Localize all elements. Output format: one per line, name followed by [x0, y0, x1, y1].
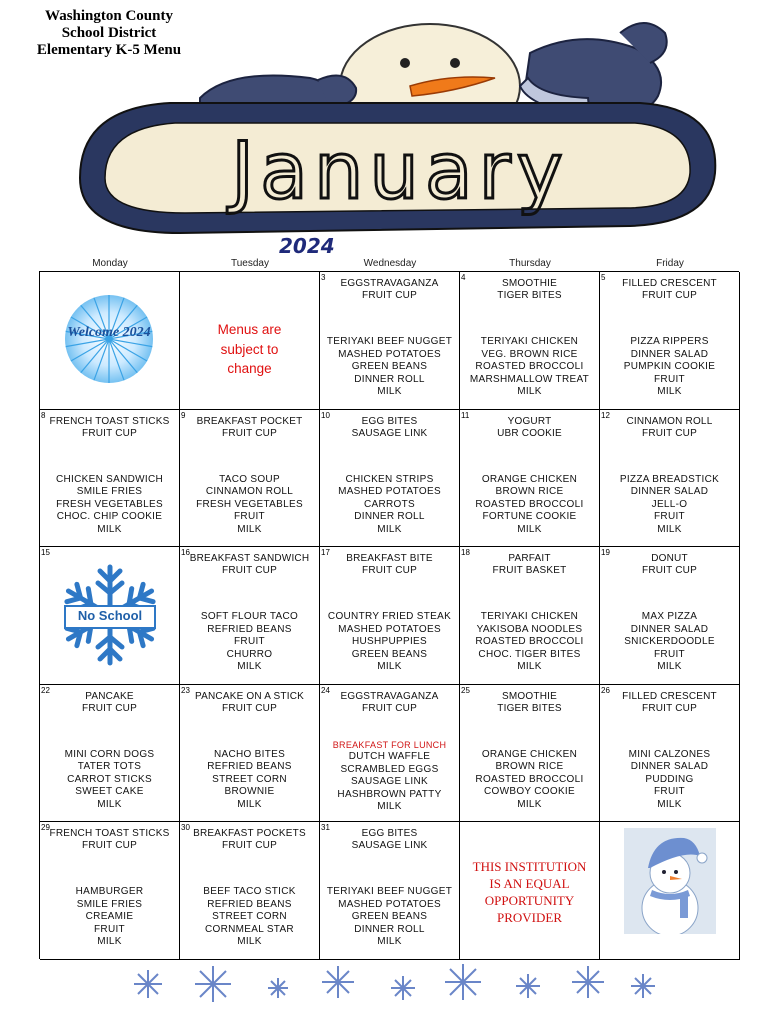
no-school-badge [58, 563, 162, 667]
lunch-item: REFRIED BEANS [207, 761, 292, 773]
breakfast-menu [600, 691, 739, 715]
lunch-item: CHICKEN SANDWICH [55, 473, 164, 485]
breakfast-item: FRUIT CUP [222, 702, 277, 714]
breakfast-item: FRUIT CUP [362, 565, 417, 577]
breakfast-menu [460, 278, 599, 302]
breakfast-item: FRUIT CUP [362, 290, 417, 301]
lunch-item: VEG. BROWN RICE [481, 348, 578, 360]
calendar-day-cell [40, 547, 180, 685]
breakfast-item: SMOOTHIE [502, 278, 557, 289]
breakfast-menu [320, 828, 459, 852]
lunch-item: MASHED POTATOES [338, 898, 441, 910]
lunch-item: FRUIT [234, 511, 265, 523]
calendar-day-cell [320, 272, 460, 410]
breakfast-item: FRUIT BASKET [492, 565, 567, 577]
lunch-item: TERIYAKI CHICKEN [480, 336, 579, 347]
lunch-item: BROWN RICE [495, 761, 564, 773]
lunch-item: ORANGE CHICKEN [481, 473, 578, 485]
lunch-item: MILK [657, 523, 682, 535]
lunch-menu [460, 474, 599, 537]
lunch-item: DINNER SALAD [630, 623, 709, 635]
day-number: 24 [321, 685, 330, 695]
lunch-menu [40, 474, 179, 537]
year-label: 2024 [279, 234, 335, 258]
lunch-menu [320, 336, 459, 399]
statement-line: OPPORTUNITY [484, 893, 575, 909]
lunch-item: REFRIED BEANS [207, 623, 292, 635]
notice-line: subject to [220, 341, 279, 357]
day-number: 17 [321, 548, 330, 558]
breakfast-item: EGGSTRAVAGANZA [340, 690, 439, 702]
day-number: 29 [41, 823, 50, 833]
lunch-item: MAX PIZZA [641, 611, 698, 623]
breakfast-item: FRUIT CUP [82, 840, 137, 852]
lunch-item: CINNAMON ROLL [205, 486, 294, 498]
breakfast-item: YOGURT [507, 415, 552, 427]
lunch-item: MILK [517, 661, 542, 673]
district-line-3: Elementary K-5 Menu [36, 42, 182, 58]
breakfast-menu [320, 278, 459, 302]
lunch-item: CARROT STICKS [67, 773, 152, 785]
breakfast-item: EGG BITES [361, 415, 418, 427]
lunch-item: PUDDING [645, 773, 694, 785]
lunch-item: MASHED POTATOES [338, 623, 441, 635]
lunch-item: FRESH VEGETABLES [196, 498, 303, 510]
calendar-day-cell [460, 272, 600, 410]
breakfast-item: EGGSTRAVAGANZA [340, 278, 439, 289]
statement-line: IS AN EQUAL [489, 876, 570, 892]
lunch-item: TERIYAKI BEEF NUGGET [326, 886, 453, 898]
day-number: 19 [601, 548, 610, 558]
lunch-item: FRUIT [654, 648, 685, 660]
lunch-item: MILK [657, 386, 682, 397]
lunch-item: COWBOY COOKIE [484, 786, 575, 798]
lunch-item: MASHED POTATOES [338, 348, 441, 360]
weekday-header [40, 258, 740, 269]
calendar-day-cell [320, 410, 460, 548]
breakfast-menu [40, 416, 179, 440]
lunch-menu [320, 611, 459, 674]
breakfast-menu [180, 416, 319, 440]
lunch-item: DINNER ROLL [354, 373, 425, 385]
lunch-item: MILK [237, 523, 262, 535]
breakfast-menu [320, 691, 459, 715]
calendar-day-cell [180, 547, 320, 685]
lunch-item: BROWN RICE [495, 486, 564, 498]
breakfast-item: BREAKFAST POCKETS [193, 828, 306, 840]
day-number: 23 [181, 685, 190, 695]
breakfast-menu [320, 553, 459, 577]
breakfast-item: TIGER BITES [497, 702, 562, 714]
lunch-menu [460, 749, 599, 812]
day-number: 18 [461, 548, 470, 558]
lunch-item: MASHED POTATOES [338, 486, 441, 498]
lunch-item: MINI CALZONES [628, 748, 711, 760]
lunch-item: PIZZA RIPPERS [630, 336, 709, 347]
lunch-item: SOFT FLOUR TACO [200, 611, 299, 623]
breakfast-item: FRUIT CUP [82, 427, 137, 439]
breakfast-item: SAUSAGE LINK [351, 840, 428, 852]
lunch-item: SNICKERDOODLE [624, 636, 715, 648]
calendar-day-cell [320, 685, 460, 823]
lunch-item: ORANGE CHICKEN [481, 748, 578, 760]
weekday-wednesday: Wednesday [363, 258, 417, 269]
welcome-badge [54, 292, 164, 387]
lunch-menu [600, 474, 739, 537]
day-number: 12 [601, 410, 610, 420]
breakfast-item: FRUIT CUP [82, 702, 137, 714]
breakfast-item: FRENCH TOAST STICKS [49, 415, 170, 427]
lunch-item: BROWNIE [224, 786, 275, 798]
breakfast-item: FILLED CRESCENT [622, 278, 717, 289]
day-number: 10 [321, 410, 330, 420]
lunch-item: TERIYAKI BEEF NUGGET [326, 336, 453, 347]
no-school-text: No School [64, 605, 156, 629]
lunch-item: MILK [377, 661, 402, 673]
lunch-item: MILK [237, 798, 262, 810]
breakfast-item: TIGER BITES [497, 290, 562, 301]
calendar-day-cell [460, 685, 600, 823]
lunch-menu [320, 739, 459, 814]
lunch-menu [180, 749, 319, 812]
lunch-item: DINNER ROLL [354, 511, 425, 523]
lunch-item: ROASTED BROCCOLI [475, 636, 584, 648]
lunch-item: TATER TOTS [77, 761, 142, 773]
lunch-item: BEEF TACO STICK [203, 886, 296, 898]
lunch-item: MILK [657, 661, 682, 673]
calendar-day-cell [40, 685, 180, 823]
breakfast-item: EGG BITES [361, 828, 418, 840]
lunch-item: DINNER ROLL [354, 923, 425, 935]
lunch-item: CARROTS [364, 498, 415, 510]
breakfast-item: FRUIT CUP [222, 565, 277, 577]
day-number: 4 [461, 273, 466, 282]
lunch-item: MILK [377, 801, 402, 813]
breakfast-item: FRUIT CUP [642, 565, 697, 577]
lunch-item: PUMPKIN COOKIE [623, 361, 716, 372]
day-number: 11 [461, 410, 470, 420]
lunch-item: SMILE FRIES [76, 486, 143, 498]
lunch-menu [600, 336, 739, 399]
lunch-item: TERIYAKI CHICKEN [480, 611, 579, 623]
breakfast-item: SMOOTHIE [502, 690, 557, 702]
breakfast-item: FRUIT CUP [222, 840, 277, 852]
breakfast-menu [320, 416, 459, 440]
lunch-item: SCRAMBLED EGGS [340, 763, 439, 775]
notice-line: Menus are [217, 322, 282, 337]
lunch-menu [320, 886, 459, 949]
weekday-monday: Monday [92, 258, 128, 269]
breakfast-menu [600, 416, 739, 440]
breakfast-menu [40, 828, 179, 852]
breakfast-item: FRENCH TOAST STICKS [49, 828, 170, 840]
weekday-thursday: Thursday [509, 258, 551, 269]
breakfast-item: FRUIT CUP [642, 702, 697, 714]
weekday-friday: Friday [656, 258, 684, 269]
breakfast-item: FRUIT CUP [362, 702, 417, 714]
lunch-item: MILK [657, 798, 682, 810]
calendar-day-cell [600, 410, 740, 548]
lunch-item: SMILE FRIES [76, 898, 143, 910]
breakfast-item: PANCAKE [85, 690, 134, 702]
month-title: January [231, 127, 569, 217]
lunch-item: MILK [97, 936, 122, 948]
lunch-item: TACO SOUP [219, 473, 280, 485]
snowman-icon [624, 828, 716, 934]
day-number: 31 [321, 823, 330, 833]
day-number: 26 [601, 685, 610, 695]
weekday-tuesday: Tuesday [231, 258, 269, 269]
breakfast-item: PARFAIT [508, 553, 551, 565]
calendar-day-cell [180, 272, 320, 410]
lunch-item: ROASTED BROCCOLI [475, 361, 584, 372]
lunch-item: MILK [97, 798, 122, 810]
lunch-item: MILK [377, 386, 402, 397]
day-number: 22 [41, 685, 50, 695]
lunch-item: ROASTED BROCCOLI [475, 773, 584, 785]
lunch-item: MILK [237, 936, 262, 948]
breakfast-item: CINNAMON ROLL [626, 415, 713, 427]
lunch-tag: BREAKFAST FOR LUNCH [332, 739, 447, 750]
breakfast-menu [460, 691, 599, 715]
calendar-day-cell [180, 410, 320, 548]
lunch-item: HUSHPUPPIES [352, 636, 427, 648]
menu-calendar-grid [39, 271, 739, 959]
lunch-item: CHURRO [226, 648, 273, 660]
lunch-item: GREEN BEANS [351, 361, 428, 372]
lunch-item: GREEN BEANS [351, 911, 428, 923]
statement-line: PROVIDER [496, 910, 562, 926]
breakfast-menu [180, 553, 319, 577]
breakfast-item: DONUT [651, 553, 688, 565]
lunch-menu [40, 749, 179, 812]
lunch-item: FRESH VEGETABLES [56, 498, 163, 510]
lunch-item: YAKISOBA NOODLES [476, 623, 583, 635]
calendar-day-cell [460, 547, 600, 685]
lunch-item: CHOC. CHIP COOKIE [56, 511, 163, 523]
lunch-item: DINNER SALAD [630, 348, 709, 360]
day-number: 9 [181, 410, 186, 420]
equal-opportunity-statement [460, 858, 599, 926]
lunch-item: FRUIT [654, 786, 685, 798]
lunch-item: NACHO BITES [213, 748, 286, 760]
breakfast-item: FRUIT CUP [222, 427, 277, 439]
calendar-day-cell [320, 822, 460, 960]
snowman-picture [624, 828, 716, 937]
lunch-item: FRUIT [654, 373, 685, 385]
january-banner [60, 8, 730, 253]
day-number: 5 [601, 273, 606, 282]
lunch-item: DINNER SALAD [630, 486, 709, 498]
lunch-item: MARSHMALLOW TREAT [469, 373, 590, 385]
breakfast-menu [460, 416, 599, 440]
lunch-item: FRUIT [234, 636, 265, 648]
lunch-item: HASHBROWN PATTY [337, 788, 442, 800]
day-number: 3 [321, 273, 326, 282]
day-number: 16 [181, 548, 190, 558]
lunch-item: ROASTED BROCCOLI [475, 498, 584, 510]
lunch-menu [460, 336, 599, 399]
lunch-menu [460, 611, 599, 674]
lunch-menu [180, 886, 319, 949]
breakfast-item: FRUIT CUP [642, 290, 697, 301]
calendar-day-cell [180, 685, 320, 823]
lunch-item: DINNER SALAD [630, 761, 709, 773]
snowflake-border-icon [118, 962, 664, 1006]
lunch-item: SAUSAGE LINK [351, 776, 428, 788]
lunch-menu [180, 474, 319, 537]
lunch-item: CREAMIE [85, 911, 134, 923]
menu-change-notice [180, 320, 319, 379]
lunch-item: DUTCH WAFFLE [348, 751, 431, 763]
breakfast-menu [180, 691, 319, 715]
calendar-day-cell [600, 685, 740, 823]
lunch-item: CHICKEN STRIPS [345, 473, 434, 485]
lunch-item: FRUIT [94, 923, 125, 935]
lunch-item: STREET CORN [212, 773, 287, 785]
lunch-item: MILK [237, 661, 262, 673]
breakfast-item: BREAKFAST SANDWICH [189, 553, 310, 565]
breakfast-menu [460, 553, 599, 577]
lunch-item: MILK [517, 386, 542, 397]
lunch-item: PIZZA BREADSTICK [619, 473, 720, 485]
lunch-menu [320, 474, 459, 537]
lunch-item: COUNTRY FRIED STEAK [327, 611, 452, 623]
lunch-item: JELL-O [651, 498, 688, 510]
statement-line: THIS INSTITUTION [472, 859, 587, 875]
calendar-day-cell [180, 822, 320, 960]
lunch-item: STREET CORN [212, 911, 287, 923]
breakfast-item: FRUIT CUP [642, 427, 697, 439]
calendar-day-cell [40, 822, 180, 960]
breakfast-item: PANCAKE ON A STICK [194, 690, 304, 702]
breakfast-item: BREAKFAST POCKET [196, 415, 303, 427]
calendar-day-cell [600, 547, 740, 685]
breakfast-menu [600, 553, 739, 577]
lunch-menu [180, 611, 319, 674]
breakfast-menu [600, 278, 739, 302]
lunch-item: CHOC. TIGER BITES [478, 648, 581, 660]
lunch-item: MILK [377, 936, 402, 948]
calendar-day-cell [600, 272, 740, 410]
breakfast-item: UBR COOKIE [497, 427, 562, 439]
lunch-item: MILK [517, 523, 542, 535]
calendar-day-cell [460, 410, 600, 548]
lunch-menu [600, 611, 739, 674]
lunch-item: HAMBURGER [75, 886, 144, 898]
day-number: 15 [41, 548, 50, 558]
lunch-item: SWEET CAKE [75, 786, 144, 798]
calendar-day-cell [40, 272, 180, 410]
calendar-day-cell [600, 822, 740, 960]
lunch-item: REFRIED BEANS [207, 898, 292, 910]
calendar-day-cell [320, 547, 460, 685]
lunch-item: FORTUNE COOKIE [482, 511, 577, 523]
breakfast-item: FILLED CRESCENT [622, 690, 717, 702]
lunch-item: FRUIT [654, 511, 685, 523]
lunch-menu [40, 886, 179, 949]
breakfast-menu [40, 691, 179, 715]
day-number: 25 [461, 685, 470, 695]
district-line-1: Washington County [45, 8, 173, 24]
breakfast-item: BREAKFAST BITE [346, 553, 433, 565]
breakfast-item: SAUSAGE LINK [351, 427, 428, 439]
breakfast-menu [180, 828, 319, 852]
district-line-2: School District [61, 25, 157, 41]
lunch-item: GREEN BEANS [351, 648, 428, 660]
calendar-day-cell [460, 822, 600, 960]
lunch-item: CORNMEAL STAR [205, 923, 294, 935]
lunch-item: MILK [97, 523, 122, 535]
welcome-badge-text: Welcome 2024 [67, 325, 151, 340]
lunch-menu [600, 749, 739, 812]
lunch-item: MILK [377, 523, 402, 535]
notice-line: change [227, 361, 272, 376]
lunch-item: MILK [517, 798, 542, 810]
lunch-item: MINI CORN DOGS [64, 748, 155, 760]
day-number: 8 [41, 410, 46, 420]
calendar-day-cell [40, 410, 180, 548]
day-number: 30 [181, 823, 190, 833]
